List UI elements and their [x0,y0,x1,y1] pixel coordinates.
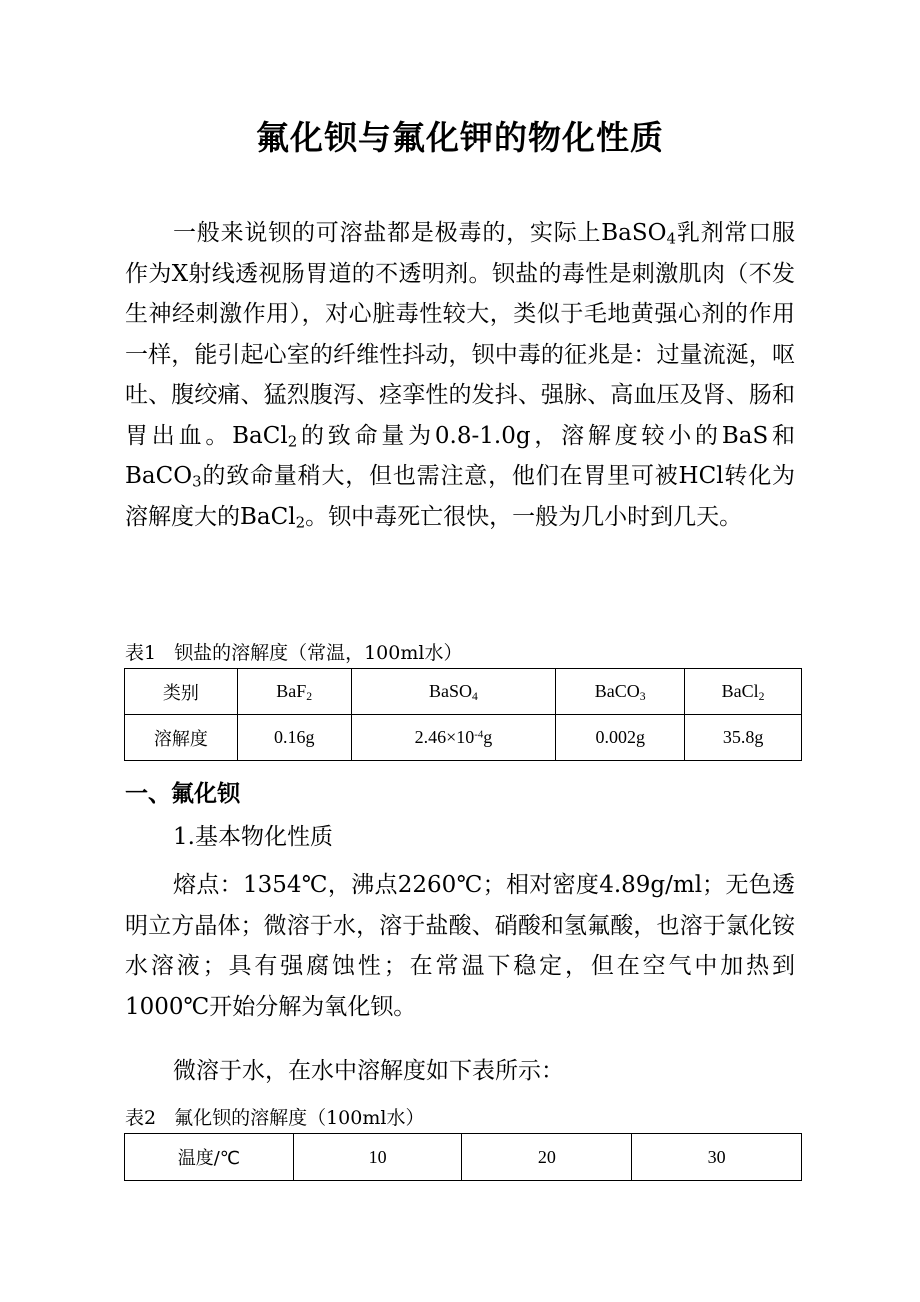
table1-caption [125,638,462,665]
table-header-cell: BaCl$_2$ [685,669,802,715]
intro-text-1: 一般来说钡的可溶盐都是极毒的，实际上BaSO [173,220,667,246]
table-cell: 0.002g [556,715,685,761]
subscript: 2 [295,513,306,532]
table-cell: 20 [462,1134,632,1181]
table-cell: $2.46\times 10^{-4}g$ [351,715,556,761]
page-title: 氟化钡与氟化钾的物化性质 [256,118,664,157]
table1-caption-number: 表1 [125,642,157,664]
solubility-intro-paragraph: 微溶于水，在水中溶解度如下表所示： [173,1058,564,1084]
table-cell: 10 [293,1134,462,1181]
solubility-table-2 [124,1133,802,1181]
section-heading: 一、氟化钡 [125,781,240,807]
table2-caption-number: 表2 [125,1107,157,1129]
table-header-cell: 温度/℃ [125,1134,294,1181]
subscript: 2 [287,432,298,451]
table-header-cell: BaF$_2$ [237,669,351,715]
table2-caption [125,1103,424,1130]
intro-text-5: 。钡中毒死亡很快，一般为几小时到几天。 [305,503,743,530]
properties-paragraph: 熔点：1354℃，沸点2260℃；相对密度4.89g/ml；无色透明立方晶体；微溶于水，溶于盐酸、硝酸和氢氟酸，也溶于氯化铵水溶液；具有强腐蚀性；在常温下稳定，但在空气中加热到1000℃开始分解为氧化钡。 [125,872,795,1020]
subscript: 4 [666,229,677,248]
sub-heading: 1.基本物化性质 [173,824,333,850]
intro-text-2: 乳剂常口服作为X射线透视肠胃道的不透明剂。钡盐的毒性是刺激肌肉（不发生神经刺激作用），对心脏毒性较大，类似于毛地黄强心剂的作用一样，能引起心室的纤维性抖动，钡中毒的征兆是：过量流涎，呕吐、腹绞痛、猛烈腹泻、痉挛性的发抖、强脉、高血压及肾、肠和胃出血。BaCl [125,220,795,449]
table-cell: 30 [632,1134,802,1181]
table-header-cell: BaSO$_4$ [351,669,556,715]
intro-text-3: 的致命量为0.8-1.0g，溶解度较小的BaS和BaCO [125,422,795,489]
table-row [125,669,802,715]
table2-caption-text: 氟化钡的溶解度（100ml水） [174,1107,425,1129]
table-header-cell: 类别 [125,669,238,715]
table-row [125,1134,802,1181]
table-row-label: 溶解度 [125,715,238,761]
table1-caption-text: 钡盐的溶解度（常温，100ml水） [174,642,463,664]
intro-text-4: 的致命量稍大，但也需注意，他们在胃里可被HCl转化为溶解度大的BaCl [125,463,795,530]
table-cell: 0.16g [237,715,351,761]
solubility-table-1 [124,668,802,761]
table-header-cell: BaCO$_3$ [556,669,685,715]
subscript: 3 [192,472,202,491]
table-cell: 35.8g [685,715,802,761]
intro-paragraph [125,213,795,537]
table-row [125,715,802,761]
